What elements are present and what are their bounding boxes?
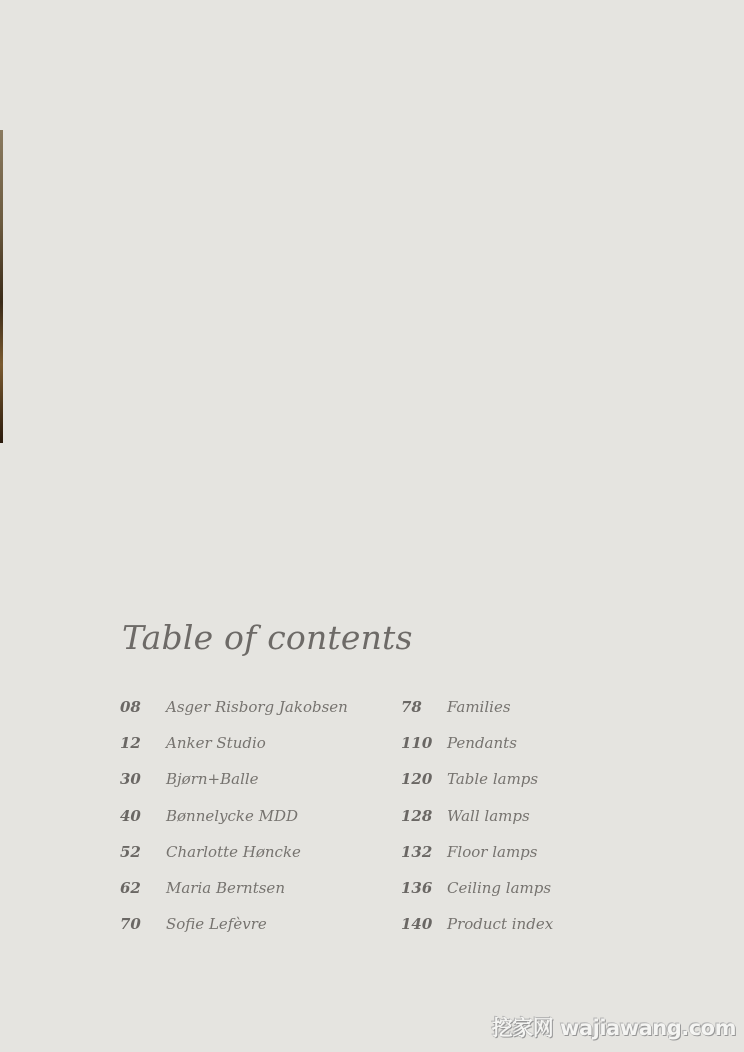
toc-entry[interactable]: [401, 807, 661, 843]
toc-page-number: 132: [401, 842, 433, 861]
toc-page-number: 110: [401, 734, 433, 753]
toc-entry-label: Wall lamps: [447, 806, 530, 825]
toc-entry[interactable]: [120, 698, 390, 734]
toc-page-number: 52: [120, 842, 141, 861]
toc-page-number: 128: [401, 806, 433, 825]
toc-page-number: 08: [120, 698, 141, 716]
toc-entry-label: Asger Risborg Jakobsen: [166, 698, 348, 716]
photo-edge-strip: [0, 130, 3, 443]
toc-column-designers: [120, 698, 390, 951]
toc-entry-label: Bjørn+Balle: [166, 770, 259, 789]
toc-page-number: 120: [401, 770, 433, 789]
toc-page-number: 30: [120, 770, 141, 789]
toc-title: Table of contents: [122, 618, 413, 657]
toc-page-number: 78: [401, 698, 422, 716]
toc-entry-label: Floor lamps: [447, 842, 538, 861]
toc-entry[interactable]: [120, 734, 390, 770]
toc-entry[interactable]: [401, 879, 661, 915]
watermark: 挖家网 wajiawang.com: [491, 1016, 736, 1040]
toc-entry[interactable]: [401, 734, 661, 770]
toc-entry[interactable]: [120, 915, 390, 951]
toc-entry-label: Families: [447, 698, 511, 716]
toc-entry[interactable]: [401, 698, 661, 734]
toc-entry-label: Charlotte Høncke: [166, 842, 301, 861]
toc-column-categories: [401, 698, 661, 951]
toc-page-number: 136: [401, 878, 433, 897]
toc-entry[interactable]: [401, 843, 661, 879]
toc-entry-label: Maria Berntsen: [166, 878, 285, 897]
toc-entry-label: Sofie Lefèvre: [166, 915, 267, 934]
toc-entry[interactable]: [401, 770, 661, 806]
toc-page-number: 140: [401, 915, 433, 934]
toc-page-number: 62: [120, 878, 141, 897]
toc-entry[interactable]: [120, 843, 390, 879]
toc-page-number: 12: [120, 734, 141, 753]
toc-entry-label: Bønnelycke MDD: [166, 806, 299, 825]
toc-entry-label: Table lamps: [447, 770, 539, 789]
toc-entry[interactable]: [120, 770, 390, 806]
toc-page-number: 40: [120, 806, 141, 825]
toc-page-number: 70: [120, 915, 141, 934]
toc-entry-label: Product index: [447, 915, 554, 934]
toc-entry[interactable]: [401, 915, 661, 951]
toc-entry-label: Pendants: [447, 734, 517, 753]
toc-entry-label: Ceiling lamps: [447, 878, 552, 897]
toc-entry[interactable]: [120, 879, 390, 915]
toc-entry[interactable]: [120, 807, 390, 843]
toc-entry-label: Anker Studio: [166, 734, 266, 753]
